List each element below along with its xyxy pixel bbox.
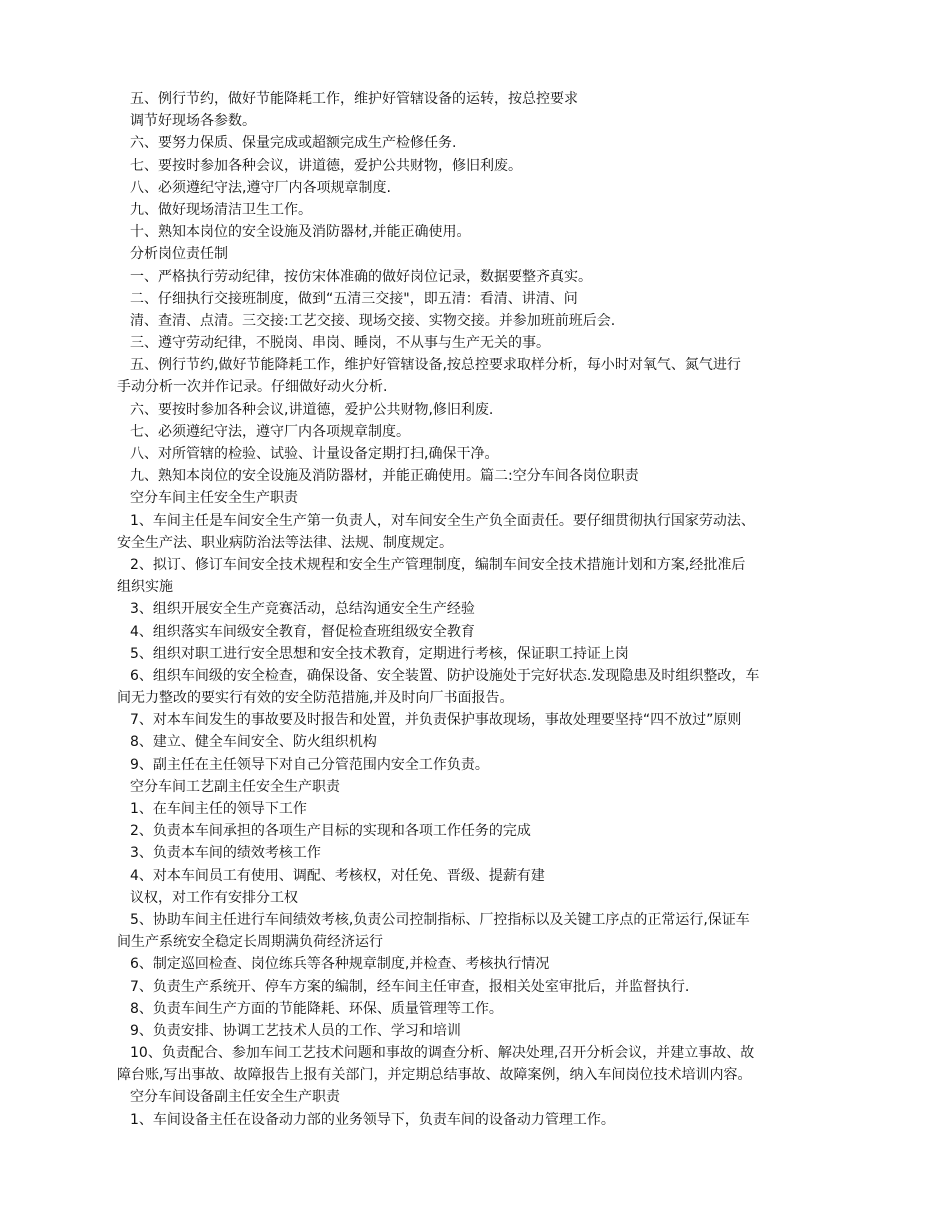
text-line: 二、仔细执行交接班制度，做到“五清三交接"，即五清：看清、讲清、问	[130, 290, 578, 307]
text-line: 6、组织车间级的安全检查，确保设备、安全装置、防护设施处于完好状态.发现隐患及时组织整改，车	[130, 667, 760, 684]
text-line: 八、对所管辖的检验、试验、计量设备定期打扫,确保干净。	[130, 446, 499, 462]
text-line: 清、查清、点清。三交接:工艺交接、现场交接、实物交接。并参加班前班后会.	[130, 312, 616, 329]
text-line: 1、在车间主任的领导下工作	[130, 801, 307, 817]
document-body	[0, 88, 950, 1131]
text-line: 七、必须遵纪守法，遵守厂内各项规章制度。	[130, 423, 410, 440]
text-line: 六、要按时参加各种会议,讲道德，爱护公共财物,修旧利废.	[130, 401, 494, 418]
text-line: 10、负责配合、参加车间工艺技术问题和事故的调查分析、解决处理,召开分析会议，并建立事故、故	[130, 1045, 755, 1062]
text-line: 9、副主任在主任领导下对自己分管范围内安全工作负责。	[130, 756, 489, 773]
text-line: 1、车间设备主任在设备动力部的业务领导下，负责车间的设备动力管理工作。	[130, 1111, 615, 1128]
text-line: 六、要努力保质、保量完成或超额完成生产检修任务.	[130, 135, 457, 152]
text-line: 八、必须遵纪守法,遵守厂内各项规章制度.	[130, 179, 391, 196]
text-line: 4、组织落实车间级安全教育，督促检查班组级安全教育	[130, 623, 475, 640]
text-line: 障台账,写出事故、故障报告上报有关部门，并定期总结事故、故障案例，纳入车间岗位技术培训内容。	[117, 1067, 752, 1084]
text-line: 组织实施	[117, 579, 173, 596]
text-line: 手动分析一次并作记录。仔细做好动火分析.	[117, 379, 388, 396]
text-line: 安全生产法、职业病防治法等法律、法规、制度规定。	[117, 534, 453, 551]
text-line: 十、熟知本岗位的安全设施及消防器材,并能正确使用。	[130, 224, 471, 241]
text-line: 3、组织开展安全生产竞赛活动，总结沟通安全生产经验	[130, 601, 475, 618]
text-line: 7、对本车间发生的事故要及时报告和处置，并负责保护事故现场，事故处理要坚持“四不放过”原则	[130, 712, 742, 729]
text-line: 调节好现场各参数。	[130, 113, 256, 130]
text-line: 九、熟知本岗位的安全设施及消防器材，并能正确使用。篇二:空分车间各岗位职责	[130, 468, 639, 485]
text-line: 议权，对工作有安排分工权	[130, 889, 298, 906]
text-line: 五、例行节约，做好节能降耗工作，维护好管辖设备的运转，按总控要求	[130, 91, 578, 107]
text-line: 空分车间设备副主任安全生产职责	[130, 1089, 340, 1106]
text-line: 九、做好现场清洁卫生工作。	[130, 201, 312, 218]
text-line: 7、负责生产系统开、停车方案的编制，经车间主任审查，报相关处室审批后，并监督执行.	[130, 978, 690, 995]
text-line: 间无力整改的要实行有效的安全防范措施,并及时向厂书面报告。	[117, 690, 514, 707]
text-line: 9、负责安排、协调工艺技术人员的工作、学习和培训	[130, 1022, 461, 1039]
text-line: 间生产系统安全稳定长周期满负荷经济运行	[117, 934, 383, 951]
text-line: 5、组织对职工进行安全思想和安全技术教育，定期进行考核，保证职工持证上岗	[130, 645, 629, 662]
text-line: 空分车间主任安全生产职责	[130, 490, 298, 507]
text-line: 2、负责本车间承担的各项生产目标的实现和各项工作任务的完成	[130, 823, 531, 840]
text-line: 4、对本车间员工有使用、调配、考核权，对任免、晋级、提薪有建	[130, 867, 545, 884]
text-line: 1、车间主任是车间安全生产第一负责人，对车间安全生产负全面责任。要仔细贯彻执行国家劳动法、	[130, 512, 755, 529]
text-line: 空分车间工艺副主任安全生产职责	[130, 778, 340, 795]
text-line: 七、要按时参加各种会议，讲道德，爱护公共财物，修旧利废。	[130, 157, 522, 174]
text-line: 一、严格执行劳动纪律，按仿宋体准确的做好岗位记录，数据要整齐真实。	[130, 268, 592, 285]
text-line: 五、例行节约,做好节能降耗工作，维护好管辖设备,按总控要求取样分析，每小时对氧气、氮气进行	[130, 357, 741, 374]
text-line: 2、拟订、修订车间安全技术规程和安全生产管理制度，编制车间安全技术措施计划和方案,经批准后	[130, 556, 746, 573]
text-line: 三、遵守劳动纪律，不脱岗、串岗、睡岗，不从事与生产无关的事。	[130, 335, 550, 352]
text-line: 8、建立、健全车间安全、防火组织机构	[130, 734, 377, 751]
text-line: 6、制定巡回检查、岗位练兵等各种规章制度,并检查、考核执行情况	[130, 956, 550, 973]
text-line: 8、负责车间生产方面的节能降耗、环保、质量管理等工作。	[130, 1000, 503, 1017]
text-line: 分析岗位责任制	[130, 246, 228, 263]
text-line: 3、负责本车间的绩效考核工作	[130, 845, 321, 862]
text-line: 5、协助车间主任进行车间绩效考核,负责公司控制指标、厂控指标以及关键工序点的正常运行,保证车	[130, 911, 750, 928]
